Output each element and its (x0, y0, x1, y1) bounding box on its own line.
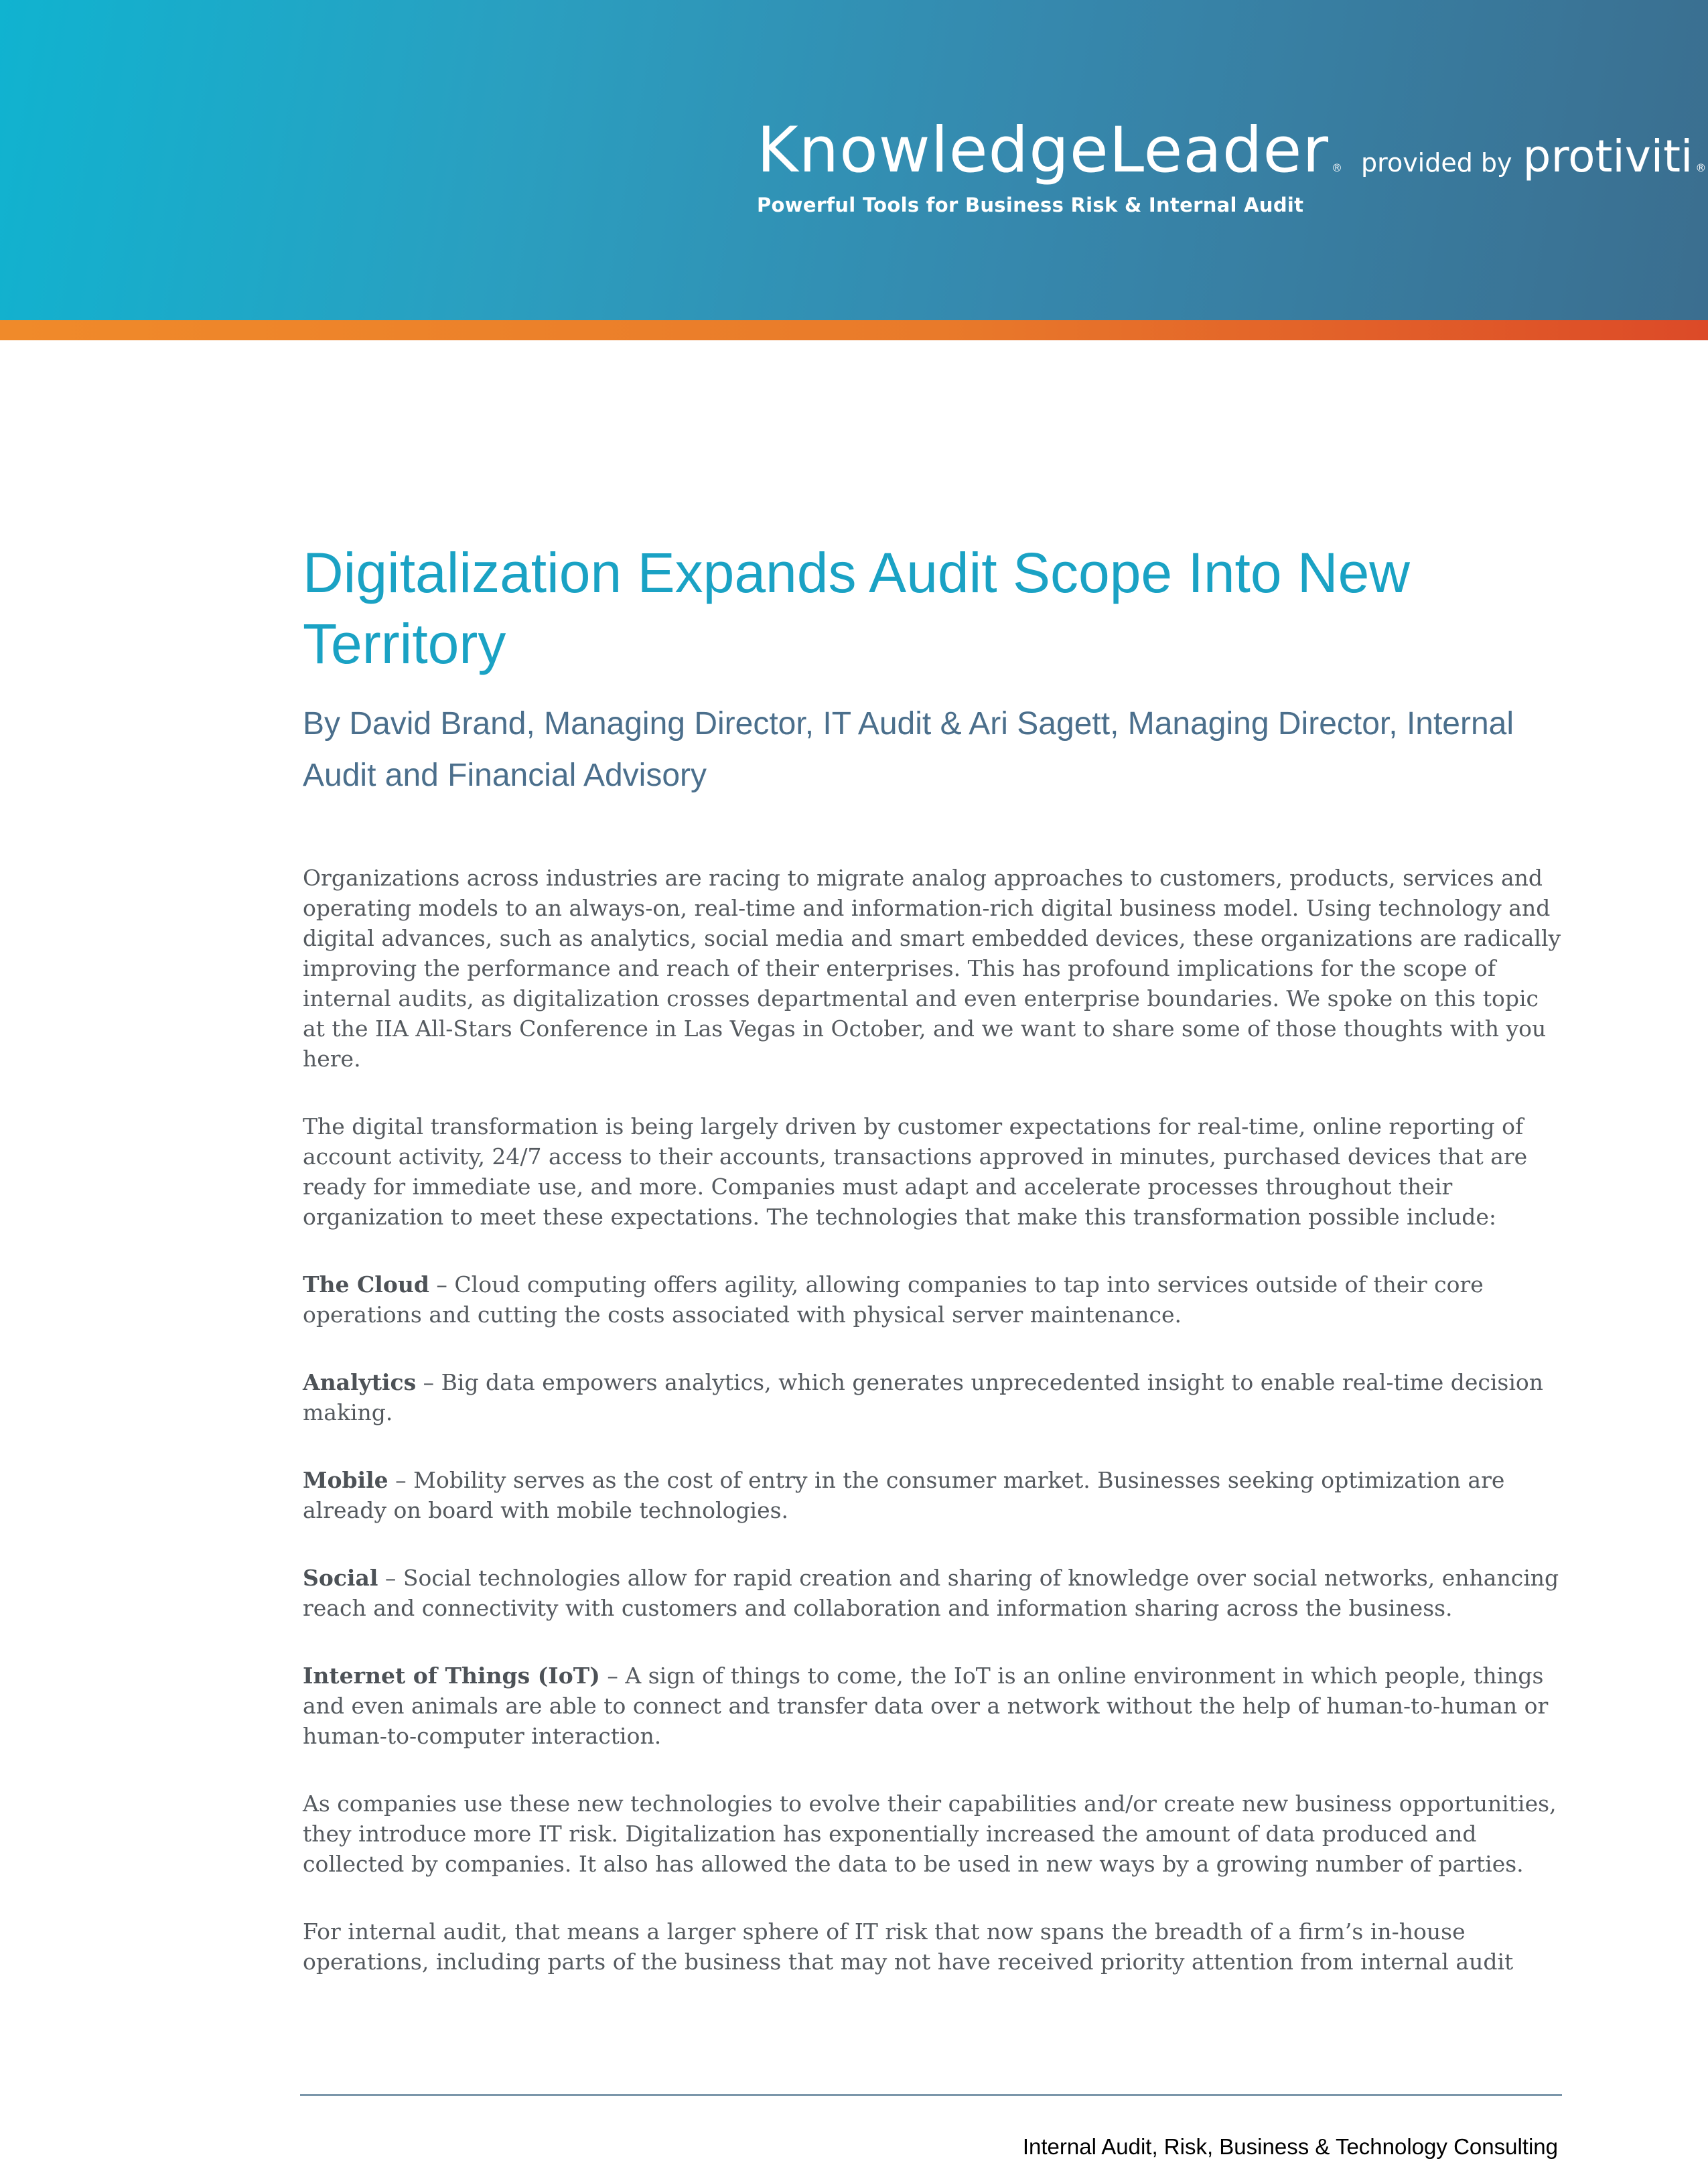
brand-tagline: Powerful Tools for Business Risk & Internal Audit (757, 194, 1304, 216)
intro-paragraph: Organizations across industries are racing to migrate analog approaches to customers, products, services and operating models to an always-on, real-time and information-rich digital business model. Using technology and digital advances, such as analytics, social media and smart embedded devices, these organizations are radically improving the performance and reach of their enterprises. This has profound implications for the scope of internal audits, as digitalization crosses departmental and even enterprise boundaries. We spoke on this topic at the IIA All-Stars Conference in Las Vegas in October, and we want to share some of those thoughts with you here. (303, 865, 1561, 1072)
risk-paragraph: As companies use these new technologies to evolve their capabilities and/or create new business opportunities, they introduce more IT risk. Digitalization has exponentially increased the amount of data produced and collected by companies. It also has allowed the data to be used in new ways by a growing number of parties. (303, 1791, 1557, 1877)
provider-name: protiviti (1522, 131, 1693, 182)
brand-registered-mark: ® (1332, 161, 1343, 174)
technology-description: – Cloud computing offers agility, allowing companies to tap into services outside of their core operations and cutting the costs associated with physical server maintenance. (303, 1271, 1484, 1328)
technology-term: Mobile (303, 1467, 388, 1493)
brand-logo (757, 114, 1708, 216)
article-title: Digitalization Expands Audit Scope Into New Territory (303, 541, 1410, 675)
article-byline: By David Brand, Managing Director, IT Audit & Ari Sagett, Managing Director, Internal Audit and Financial Advisory (303, 706, 1514, 793)
provided-by-label: provided by (1361, 148, 1512, 178)
provider-registered-mark: ® (1695, 161, 1707, 174)
audit-paragraph: For internal audit, that means a larger sphere of IT risk that now spans the breadth of a firm’s in-house operations, including parts of the business that may not have received priority attention from internal audit (303, 1918, 1514, 1975)
footer-divider (300, 2094, 1562, 2096)
technology-item-iot (303, 1661, 1562, 1751)
technology-item-analytics (303, 1367, 1562, 1427)
technology-description: – Big data empowers analytics, which generates unprecedented insight to enable real-time decision making. (303, 1369, 1544, 1425)
technology-term: Internet of Things (IoT) (303, 1663, 600, 1689)
brand-name: KnowledgeLeader (757, 114, 1330, 187)
technology-description: – Social technologies allow for rapid creation and sharing of knowledge over social networks, enhancing reach and connectivity with customers and collaboration and information sharing across the business. (303, 1565, 1559, 1621)
transformation-paragraph: The digital transformation is being largely driven by customer expectations for real-time, online reporting of account activity, 24/7 access to their accounts, transactions approved in minutes, purchased devices that are ready for immediate use, and more. Companies must adapt and accelerate processes throughout their organization to meet these expectations. The technologies that make this transformation possible include: (303, 1113, 1528, 1230)
technology-description: – Mobility serves as the cost of entry in the consumer market. Businesses seeking optimization are already on board with mobile technologies. (303, 1467, 1505, 1523)
footer-text: Internal Audit, Risk, Business & Technology Consulting (1022, 2134, 1558, 2159)
technology-term: Social (303, 1565, 378, 1591)
technology-term: The Cloud (303, 1271, 429, 1298)
article-body (303, 863, 1562, 2014)
technology-item-cloud (303, 1269, 1562, 1330)
technology-term: Analytics (303, 1369, 417, 1395)
technology-item-social (303, 1563, 1562, 1623)
header-accent-bar (0, 320, 1708, 340)
brand-line (757, 114, 1708, 187)
technology-item-mobile (303, 1465, 1562, 1525)
technology-description: – A sign of things to come, the IoT is an online environment in which people, things and even animals are able to connect and transfer data over a network without the help of human-to-human or human-to-computer interaction. (303, 1663, 1549, 1749)
